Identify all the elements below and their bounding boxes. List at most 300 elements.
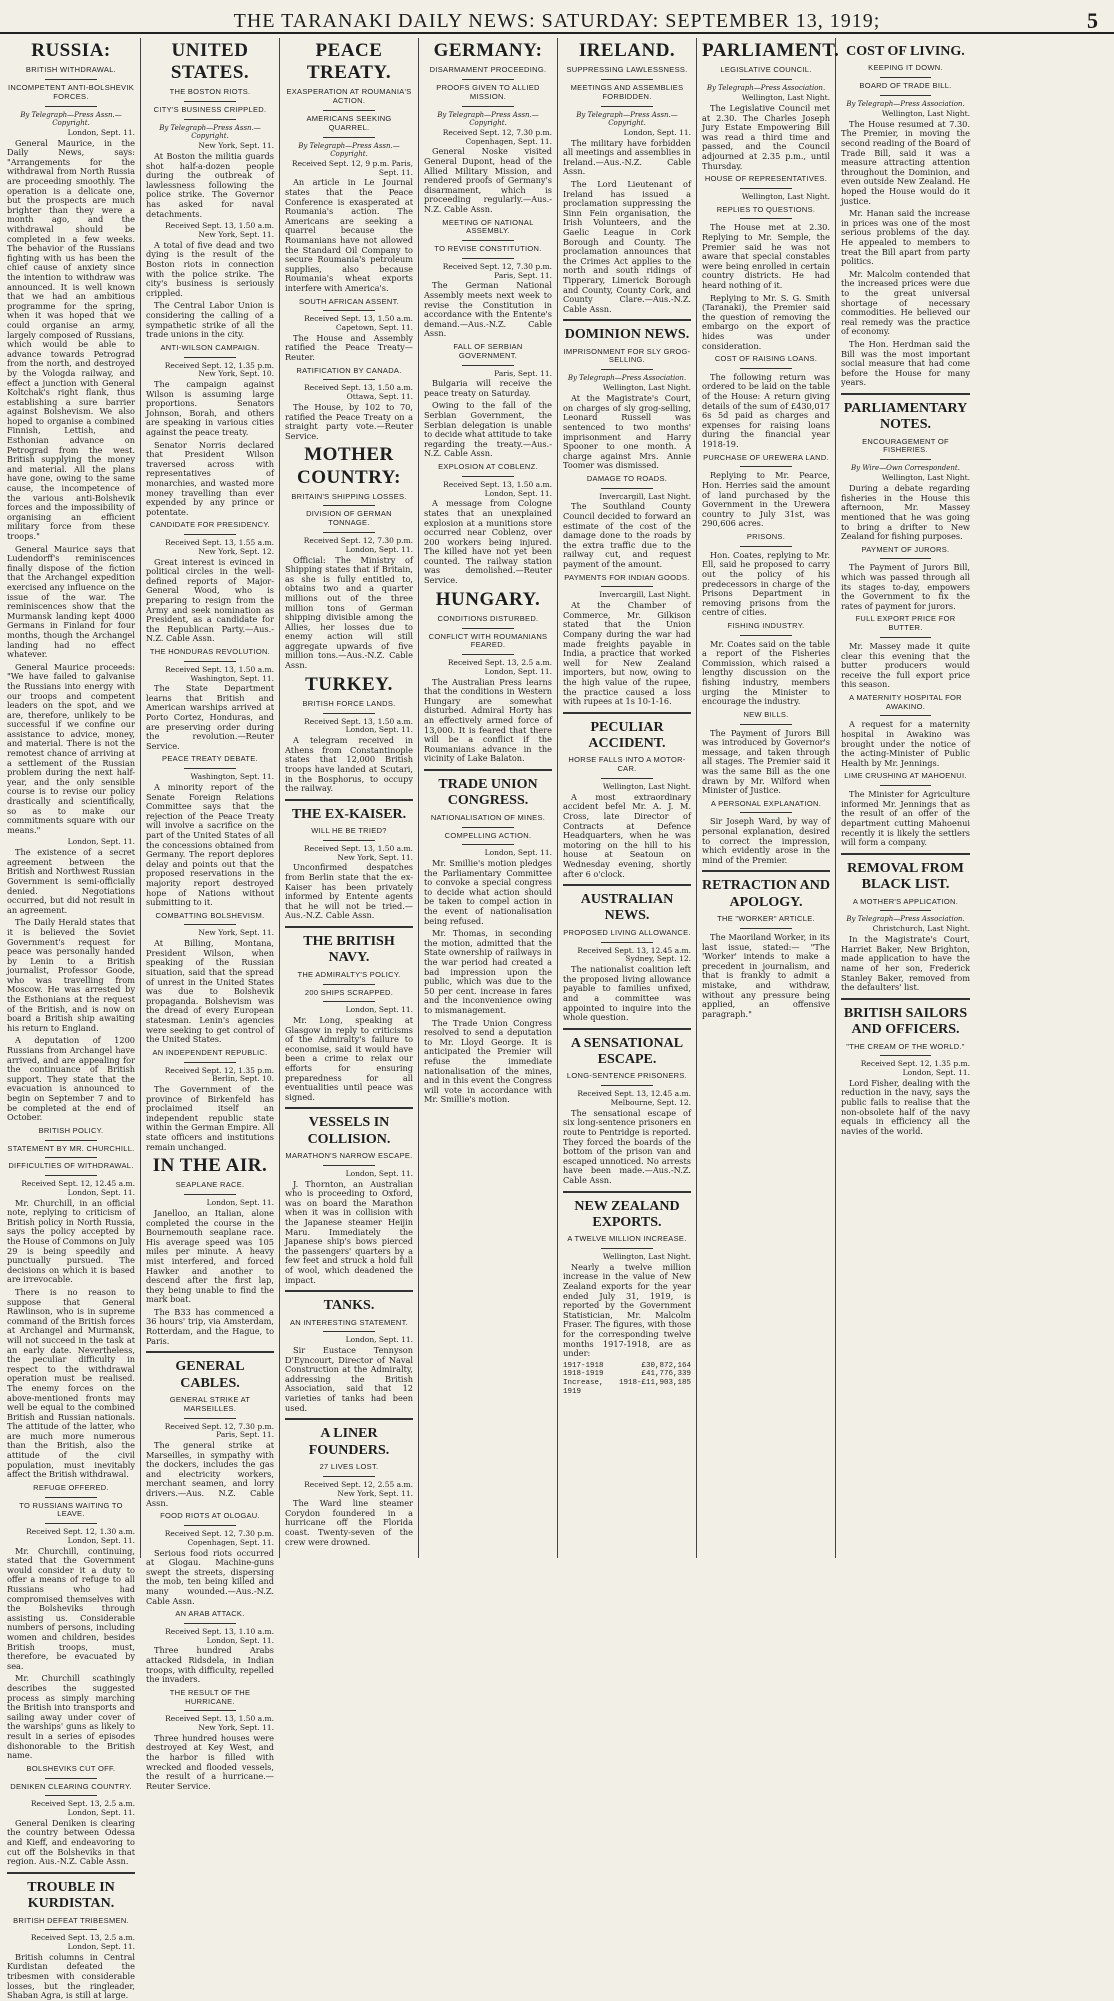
heading-rule: [740, 188, 791, 189]
article-paragraph: Lord Fisher, dealing with the reduction in the navy, says the public fails to realise that the non-obsolete half of the navy equals in efficiency all the navies of the world.: [841, 1077, 970, 1136]
heading-rule: [740, 724, 791, 725]
subheading: PRISONS.: [746, 531, 786, 541]
article-paragraph: Sir Joseph Ward, by way of personal explanation, desired to correct the impression, which evidently arose in the mind of the Premier.: [702, 816, 830, 865]
heading-rule: [601, 79, 652, 80]
table-row: [563, 1362, 691, 1371]
subheading: COMPELLING ACTION.: [444, 830, 532, 840]
article-paragraph: The German National Assembly meets next week to revise the Constitution in accordance with the Entente's demand.—Aus.-N.Z. Cable Assn.: [424, 280, 552, 339]
subheading: HOUSE OF REPRESENTATIVES.: [704, 174, 828, 184]
byline: By Wire—Own Correspondent.: [851, 464, 960, 473]
section-heading: A SENSATIONAL ESCAPE.: [570, 1035, 684, 1068]
article-paragraph: The B33 has commenced a 36 hours' trip, via Amsterdam, Rotterdam, and the Hague, to Paris.: [146, 1306, 274, 1346]
article-paragraph: General Maurice, in the Daily News, says: "Arrangements for the withdrawal from North Russia are proceeding smoothly. The operation is a delicate one, but the prospects are much brighter than they were a month ago, and the withdrawal should be completed in a few weeks. The behavior of the Russians fighting with us has been the chief cause of anxiety since the intention to withdraw was announced. It is well known that we had an ambitious programme for the spring, when it was hoped that we could organise an army, largely composed of Russians, which would be able to advance towards Petrograd from the north, and destroyed by the Vologda railway, and effect a junction with General Koltchak's right flank, thus establishing a sure barrier against Bolshevism. We also hoped to organise a combined Finnish, Lettish, and Esthonian advance on Petrograd from the west. British supplying the money and material. All the plans have gone, owing to the same cause, the incompetence of the various anti-Bolshevik forces and the impossibility of organising an efficient military force from these troops.": [7, 137, 135, 541]
column-1: [2, 38, 141, 2001]
subheading: EXPLOSION AT COBLENZ.: [438, 462, 538, 472]
byline: By Telegraph—Press Assn.—Copyright.: [437, 110, 539, 127]
section-heading: HUNGARY.: [435, 588, 541, 610]
article-paragraph: General Maurice says that Ludendorff's reminiscences finally dispose of the fiction that the Archangel expedition exercised any influence on the issue of the war. The reminiscences show that the Murmansk landing kept 4000 Germans in Finland for four months, though the Archangel landing had no effect whatever.: [7, 543, 135, 660]
heading-rule: [740, 635, 791, 636]
subheading: AN ARAB ATTACK.: [175, 1609, 245, 1619]
subheading: THE "WORKER" ARTICLE.: [717, 914, 815, 924]
heading-rule: [601, 586, 652, 587]
table-cell: 1918-1919: [563, 1370, 604, 1379]
subheading: MEETINGS AND ASSEMBLIES FORBIDDEN.: [570, 82, 684, 101]
subheading: AMERICANS SEEKING QUARREL.: [306, 113, 392, 132]
dateline: Received Sept. 13, 2.5 a.m. London, Sept. 11.: [447, 658, 552, 676]
section-heading: TURKEY.: [305, 673, 393, 695]
dateline: Received Sept. 12, 1.35 p.m. Berlin, Sept. 10.: [164, 1065, 274, 1084]
dateline: Received Sept. 13, 1.55 a.m. New York, Sept. 12.: [165, 538, 274, 556]
newspaper-title: THE TARANAKI DAILY NEWS: SATURDAY: SEPTEMBER 13, 1919;: [233, 10, 881, 32]
table-cell: 1917-1918: [563, 1361, 604, 1370]
article-paragraph: In the Magistrate's Court, Harriet Baker, New Brighton, made application to have the name of her son, Frederick Stanley Baker, removed from the defaulters' list.: [841, 934, 970, 993]
heading-rule: [880, 637, 932, 638]
article-paragraph: A total of five dead and two dying is the result of the Boston riots in connection with the police strike. The city's business is seriously crippled.: [146, 239, 274, 298]
section-heading: PARLIAMENT.: [702, 40, 840, 61]
dateline: Wellington, Last Night.: [741, 93, 830, 103]
article-paragraph: Hon. Coates, replying to Mr. Ell, said he proposed to carry out the policy of his predecessors in charge of the Prisons Department in removing prisons from the centre of cities.: [702, 549, 830, 618]
heading-rule: [880, 558, 932, 559]
heading-rule: [880, 785, 932, 786]
subheading: IMPRISONMENT FOR SLY GROG-SELLING.: [563, 346, 691, 365]
dateline: London, Sept. 11.: [623, 127, 691, 137]
subheading: RATIFICATION BY CANADA.: [296, 365, 402, 375]
subheading: BRITISH POLICY.: [38, 1125, 104, 1135]
section-heading: TRADE UNION CONGRESS.: [438, 777, 538, 809]
section-heading: IN THE AIR.: [152, 1155, 268, 1177]
article-paragraph: The Payment of Jurors Bill was introduced by Governor's message, and taken through all stages. The Premier said it was the same Bill as the one drawn by Mr. Wilford when Minister of Justice.: [702, 727, 830, 796]
heading-rule: [323, 310, 374, 311]
subheading: THE HONDURAS REVOLUTION.: [149, 646, 271, 656]
dateline: Received Sept. 13, 1.50 a.m. Ottawa, Sept. 11.: [304, 383, 413, 402]
article-paragraph: Senator Norris declared that President Wilson traversed across with representatives of monarchies, and wasted more money travelling than ever expended by any prince or potentate.: [146, 439, 274, 517]
byline: By Telegraph—Press Association.: [567, 374, 687, 383]
column-6: [697, 38, 840, 1558]
subheading: LEGISLATIVE COUNCIL.: [720, 65, 812, 75]
heading-rule: [880, 77, 932, 78]
newspaper-columns: [2, 38, 1112, 2001]
subheading: DIFFICULTIES OF WITHDRAWAL.: [8, 1161, 134, 1171]
heading-rule: [45, 1523, 96, 1524]
subheading: FALL OF SERBIAN GOVERNMENT.: [453, 341, 523, 360]
heading-rule: [184, 768, 235, 769]
subheading: FISHING INDUSTRY.: [727, 620, 805, 630]
heading-rule: [184, 1418, 235, 1419]
dateline: Wellington, Last Night.: [602, 1252, 691, 1262]
dateline: Received Sept. 13, 12.45 a.m. Melbourne, Sept. 12.: [577, 1089, 691, 1107]
heading-rule: [880, 459, 932, 460]
subheading: HORSE FALLS INTO A MOTOR-CAR.: [568, 755, 686, 774]
heading-rule: [45, 1157, 96, 1158]
section-heading: NEW ZEALAND EXPORTS.: [574, 1198, 680, 1230]
heading-rule: [323, 1476, 374, 1477]
column-2: [141, 38, 280, 1791]
article-paragraph: A minority report of the Senate Foreign Relations Committee says that the rejection of the Peace Treaty will involve a sacrifice on the part of the United States of all the concessions obtained from Germany. The report deplores delay and points out that the proposed reservations in the majority report destroyed hope of Nations without submitting to it.: [146, 781, 274, 908]
dateline: Paris, Sept. 11.: [494, 368, 552, 378]
heading-rule: [323, 840, 374, 841]
article-paragraph: Three hundred houses were destroyed at Key West, and the harbor is filled with wrecked and flooded vessels, the result of a hurricane.—Reuter Service.: [146, 1732, 274, 1791]
dateline: Received Sept. 13, 1.50 a.m. Washington, Sept. 11.: [165, 664, 274, 683]
heading-rule: [323, 137, 374, 138]
heading-rule: [880, 715, 932, 716]
subheading: SOUTH AFRICAN ASSENT.: [298, 296, 400, 306]
dateline: Received Sept. 13, 12.45 a.m. Sydney, Sept. 12.: [577, 945, 691, 964]
section-divider: [285, 1290, 413, 1292]
subheading: LONG-SENTENCE PRISONERS.: [566, 1071, 688, 1081]
article-paragraph: Mr. Thomas, in seconding the motion, admitted that the State ownership of railways in the war period had created a bad impression upon the public, which was due to the 50 per cent. increase in fares and the inconvenience owing to mismanagement.: [424, 928, 552, 1015]
dateline: Received Sept. 13, 2.5 a.m. London, Sept. 11.: [30, 1799, 135, 1818]
dateline: Received Sept. 12, 9 p.m. Paris, Sept. 11.: [291, 158, 413, 177]
heading-rule: [184, 101, 235, 102]
article-paragraph: The State Department learns that British and American warships arrived at Porto Cortez, Honduras, and are preserving order during the revolution.—Reuter Service.: [146, 683, 274, 751]
section-heading: PEACE TREATY.: [306, 40, 392, 84]
dateline: Received Sept. 12, 7.30 p.m. Copenhagen, Sept. 11.: [164, 1529, 274, 1547]
article-paragraph: The Payment of Jurors Bill, which was passed through all its stages to-day, empowers the Government to fix the rates of payment for jurors.: [841, 562, 970, 611]
article-paragraph: Great interest is evinced in political circles in the well-defined reports of Major-General Wood, who is preparing to resign from the Army and seek nomination as President, as a candidate for the Republican Party.—Aus.-N.Z. Cable Assn.: [146, 556, 274, 644]
subheading: PROPOSED LIVING ALLOWANCE.: [563, 927, 691, 937]
heading-rule: [740, 812, 791, 813]
article-paragraph: Sir Eustace Tennyson D'Eyncourt, Director of Naval Construction at the Admiralty, addressing the British Association, said that 12 varieties of tanks had been used.: [285, 1345, 413, 1413]
article-paragraph: The general strike at Marseilles, in sympathy with the dockers, includes the gas and electricity workers, merchant seamen, and lorry drivers.—Aus. N.Z. Cable Assn.: [146, 1440, 274, 1508]
heading-rule: [462, 240, 513, 241]
article-paragraph: The Trade Union Congress resolved to send a deputation to Mr. Lloyd George. It is anticipated the Premier will refuse the immediate nationalisation of the mines, and in this event the Congress will vote in accordance with Mr. Smillie's motion.: [424, 1017, 552, 1105]
section-heading: THE BRITISH NAVY.: [303, 933, 395, 966]
section-divider: [285, 926, 413, 928]
subheading: PAYMENTS FOR INDIAN GOODS.: [564, 572, 690, 582]
article-paragraph: There is no reason to suppose that General Rawlinson, who is in supreme command of the British forces at Archangel and Murmansk, will not succeed in the task at an early date. Nevertheless, the peculiar difficulty in respect to the withdrawal operation must be realised. The enemy forces on the above-mentioned fronts may well be equal to the combined British and Russian nationals. The attitude of the latter, who are much more numerous than the British, also the attitude of the civil population, must inevitably affect the British withdrawal.: [7, 1286, 135, 1480]
article-paragraph: Mr. Malcolm contended that the increased prices were due to the great universal shortage of necessary commodities. He believed our real remedy was the practice of economy.: [841, 268, 970, 337]
subheading: BRITISH WITHDRAWAL.: [25, 65, 117, 75]
heading-rule: [601, 1085, 652, 1086]
subheading: INCOMPETENT ANTI-BOLSHEVIK FORCES.: [7, 82, 135, 101]
article-paragraph: At Billing, Montana, President Wilson, when speaking of the Russian situation, said that the spread of unrest in the United States was due to Bolshevik propaganda. Bolshevism was the dread of every European statesman. Lenin's agencies were seeking to get control of the United States.: [146, 938, 274, 1045]
section-heading: COST OF LIVING.: [846, 44, 965, 59]
heading-rule: [323, 1165, 374, 1166]
subheading: FOOD RIOTS AT OLOGAU.: [160, 1511, 260, 1521]
heading-rule: [462, 106, 513, 107]
table-row: [563, 1370, 691, 1379]
dateline: Received Sept. 12, 2.55 a.m. New York, Sept. 11.: [304, 1479, 413, 1498]
article-paragraph: The Lord Lieutenant of Ireland has issued a proclamation suppressing the Sinn Fein organisation, the Irish Volunteers, and the Gaelic League in Cork Borough and County. The proclamation announces that the Crimes Act applies to the north and south ridings of Tipperary, Limerick Borough and County, County Cork, and County Clare.—Aus.-N.Z. Cable Assn.: [563, 179, 691, 314]
subheading: STATEMENT BY MR. CHURCHILL.: [7, 1143, 135, 1153]
subheading: SUPPRESSING LAWLESSNESS.: [566, 65, 688, 75]
subheading: CONDITIONS DISTURBED.: [437, 613, 539, 623]
dateline: New York, Sept. 11.: [198, 928, 274, 938]
article-paragraph: The Australian Press learns that the conditions in Western Hungary are somewhat disturbed. Admiral Horty has an effectively armed force of 13,000. It is feared that there will be a conflict if the Roumanians advance in the vicinity of Lake Balaton.: [424, 676, 552, 764]
article-paragraph: At Boston the militia guards shot half-a-dozen people during the outbreak of lawlessness following the police strike. The Governor has asked for naval detachments.: [146, 151, 274, 219]
table-cell: £11,903,185: [641, 1379, 691, 1388]
section-divider: [841, 393, 970, 395]
subheading: DIVISION OF GERMAN TONNAGE.: [306, 509, 392, 528]
heading-rule: [45, 79, 96, 80]
heading-rule: [184, 119, 235, 120]
subheading: PURCHASE OF UREWERA LAND.: [703, 452, 829, 462]
byline: By Telegraph—Press Assn.—Copyright.: [576, 110, 678, 127]
dateline: Invercargill, Last Night.: [599, 590, 691, 600]
heading-rule: [601, 369, 652, 370]
heading-rule: [462, 258, 513, 259]
heading-rule: [462, 844, 513, 845]
article-paragraph: General Maurice proceeds: "We have failed to galvanise the Russians into energy with our troops and competent leaders on the spot, and we are, therefore, unlikely to be successful if we confine our assistance to advice, money, and material. There is not the remotest chance of arriving at a settlement of the Russian problem during the next half-year, and the only sensible course is to revise our policy drastically and scientifically, so as to make our commitments square with our means.": [7, 661, 135, 835]
dateline: London, Sept. 11.: [67, 127, 135, 137]
heading-rule: [601, 1248, 652, 1249]
article-paragraph: The Ward line steamer Corydon foundered in a hurricane off the Florida coast. Twenty-seven of the crew were drowned.: [285, 1498, 413, 1547]
subheading: LIME CRUSHING AT MAHOENUI.: [844, 771, 967, 781]
section-heading: DOMINION NEWS.: [564, 327, 690, 343]
byline: By Telegraph—Press Association.: [846, 915, 965, 924]
dateline: Received Sept. 13, 1.50 a.m. Capetown, Sept. 11.: [304, 314, 413, 333]
article-paragraph: Nearly a twelve million increase in the value of New Zealand exports for the year ended July 31, 1919, is reported by the Government Statistician, Mr. Malcolm Fraser. The figures, with those for the corresponding twelve months 1917-1918, are as under:: [563, 1261, 691, 1359]
subheading: THE BOSTON RIOTS.: [169, 87, 251, 97]
heading-rule: [184, 1062, 235, 1063]
article-paragraph: Mr. Hanan said the increase in prices was one of the most serious problems of the day. He appealed to members to treat the Bill apart from party politics.: [841, 208, 970, 267]
subheading: DISARMAMENT PROCEEDING.: [429, 65, 547, 75]
article-paragraph: The Daily Herald states that it is believed the Soviet Government's request for peace was personally handed by Lenin to a British journalist, Professor Goode, who was travelling from Moscow. He was arrested by the Esthonians at the request of the British, and is now on board a British ship awaiting his return to England.: [7, 917, 135, 1033]
heading-rule: [462, 628, 513, 629]
dateline: Received Sept. 13, 1.50 a.m. London, Sept. 11.: [304, 716, 413, 735]
article-paragraph: The Legislative Council met at 2.30. The Charles Joseph Jury Estate Empowering Bill was read a third time and passed, and the Council adjourned at 2.35 p.m., until Thursday.: [702, 102, 830, 171]
subheading: NATIONALISATION OF MINES.: [430, 812, 546, 822]
article-paragraph: Mr. Churchill scathingly describes the suggested process as simply marching the British into transports and sailing away under cover of the warships' guns as likely to result in a series of episodes dishonorable to the British name.: [7, 1673, 135, 1761]
article-paragraph: An article in Le Journal states that the Peace Conference is exasperated at Roumania's action. The Americans are seeking a quarrel because the Roumanians have not allowed the Standard Oil Company to secure Roumania's petroleum supplies, also because Roumania's wheat exports interfere with America's.: [285, 177, 413, 293]
article-paragraph: Unconfirmed despatches from Berlin state that the ex-Kaiser has been privately informed by Entente agents that he will not be tried.—Aus.-N.Z. Cable Assn.: [285, 862, 413, 921]
subheading: A PERSONAL EXPLANATION.: [710, 798, 822, 808]
article-paragraph: The Southland County Council decided to forward an estimate of the cost of the damage done to the roads by the extra traffic due to the railway cut, and request payment of the amount.: [563, 501, 691, 570]
article-paragraph: Official: The Ministry of Shipping states that if Britain, as she is fully entitled to, obtains two and a quarter millions out of the three million tons of German shipping divisible among the Allies, her losses due to enemy action will still aggregate upwards of five million tons.—Aus.-N.Z. Cable Assn.: [285, 554, 413, 671]
subheading: BRITAIN'S SHIPPING LOSSES.: [291, 491, 407, 501]
heading-rule: [323, 532, 374, 533]
article-paragraph: Mr. Long, speaking at Glasgow in reply to criticisms of the Admiralty's failure to economise, said it would have been a crime to relax our efforts for ensuring preparedness for all eventualities until peace was signed.: [285, 1015, 413, 1102]
dateline: Received Sept. 13, 1.50 a.m. New York, Sept. 11.: [165, 1714, 274, 1733]
subheading: THE RESULT OF THE HURRICANE.: [169, 1687, 251, 1706]
heading-rule: [601, 778, 652, 779]
subheading: 27 LIVES LOST.: [319, 1462, 379, 1471]
article-paragraph: A deputation of 1200 Russians from Archangel have arrived, and are appealing for the continuance of British support. They state that the evacuation is announced to begin on September 7 and to be completed at the end of October.: [7, 1035, 135, 1123]
article-paragraph: The Government of the province of Birkenfeld has proclaimed itself an independent republic state within the German Empire. All state officers and institutions remain unchanged.: [146, 1084, 274, 1152]
article-paragraph: The House resumed at 7.30. The Premier, in moving the second reading of the Board of Trade Bill, said it was a measure attracting attention throughout the Dominion, and even outside New Zealand. He hoped the House would do it justice.: [841, 118, 970, 206]
subheading: CONFLICT WITH ROUMANIANS FEARED.: [428, 631, 548, 650]
subheading: DENIKEN CLEARING COUNTRY.: [10, 1781, 132, 1791]
article-paragraph: Replying to Mr. S. G. Smith (Taranaki), the Premier said the question of removing the embargo on the export of hides was under consideration.: [702, 292, 830, 351]
subheading: PAYMENT OF JURORS.: [861, 544, 950, 554]
article-paragraph: Bulgaria will receive the peace treaty on Saturday.: [424, 378, 552, 398]
heading-rule: [323, 110, 374, 111]
section-heading: VESSELS IN COLLISION.: [307, 1115, 391, 1147]
dateline: Received Sept. 12, 1.35 p.m. New York, Sept. 10.: [164, 360, 274, 379]
section-divider: [285, 1107, 413, 1109]
subheading: 200 SHIPS SCRAPPED.: [304, 987, 394, 997]
heading-rule: [323, 379, 374, 380]
dateline: Wellington, Last Night.: [602, 781, 691, 791]
dateline: Christchurch, Last Night.: [872, 924, 970, 934]
subheading: DAMAGE TO ROADS.: [586, 473, 668, 483]
section-heading: PARLIAMENTARY NOTES.: [843, 400, 968, 433]
section-divider: [702, 870, 830, 872]
heading-rule: [45, 1778, 96, 1779]
heading-rule: [740, 218, 791, 219]
article-paragraph: The House, by 102 to 70, ratified the Peace Treaty on a straight party vote.—Reuter Service.: [285, 401, 413, 441]
heading-rule: [184, 661, 235, 662]
subheading: EXASPERATION AT ROUMANIA'S ACTION.: [286, 87, 412, 106]
section-divider: [563, 1028, 691, 1030]
article-paragraph: A request for a maternity hospital in Awakino was brought under the notice of the acting-Minister of Public Health by Mr. Jennings.: [841, 719, 970, 768]
subheading: A TWELVE MILLION INCREASE.: [567, 1234, 687, 1244]
subheading: BOLSHEVIKS CUT OFF.: [26, 1763, 116, 1773]
masthead: [0, 0, 1114, 34]
subheading: NEW BILLS.: [743, 709, 789, 719]
table-cell: Increase, 1918-1919: [563, 1379, 642, 1397]
article-paragraph: Janelloo, an Italian, alone completed the course in the Bournemouth seaplane race. His average speed was 105 miles per minute. A heavy mist interfered, and forced Hawker and another to descend after the first lap, they being unable to find the mark boat.: [146, 1207, 274, 1305]
article-paragraph: The existence of a secret agreement between the British and Northwest Russian Government is semi-officially denied. Negotiations occurred, but did not result in an agreement.: [7, 847, 135, 915]
article-paragraph: The House and Assembly ratified the Peace Treaty—Reuter.: [285, 332, 413, 363]
subheading: A MOTHER'S APPLICATION.: [852, 896, 959, 906]
article-paragraph: At the Magistrate's Court, on charges of sly grog-selling, Leonard Russell was sentenced to two months' imprisonment and Harry Spooner to one month. A charge against Mrs. Annie Toomer was dismissed.: [563, 393, 691, 471]
section-heading: RETRACTION AND APOLOGY.: [702, 878, 830, 910]
heading-rule: [45, 1929, 96, 1930]
heading-rule: [740, 79, 791, 80]
heading-rule: [184, 1525, 235, 1526]
dateline: New York, Sept. 11.: [198, 141, 274, 151]
article-paragraph: The sensational escape of six long-sentence prisoners en route to Pentridge is reported. They forced the boards of the bottom of the prison van and escaped unnoticed. No arrests have been made.—Aus.-N.Z. Cable Assn.: [563, 1107, 691, 1185]
heading-rule: [45, 1140, 96, 1141]
dateline: Received Sept. 13, 1.10 a.m. London, Sept. 11.: [165, 1626, 274, 1645]
byline: By Telegraph—Press Association.: [846, 99, 965, 108]
table-cell: £41,776,339: [641, 1370, 691, 1379]
dateline: Received Sept. 12, 1.35 p.m. London, Sept. 11.: [860, 1059, 970, 1078]
dateline: Received Sept. 12, 7.30 p.m. Copenhagen, Sept. 11.: [442, 127, 552, 146]
heading-rule: [740, 368, 791, 369]
subheading: FULL EXPORT PRICE FOR BUTTER.: [855, 614, 956, 633]
heading-rule: [184, 1623, 235, 1624]
heading-rule: [323, 713, 374, 714]
section-divider: [285, 1418, 413, 1420]
subheading: "THE CREAM OF THE WORLD.": [846, 1041, 965, 1051]
section-heading: TROUBLE IN KURDISTAN.: [27, 1879, 115, 1912]
article-paragraph: At the Chamber of Commerce, Mr. Gilkison stated that the Union Company during the war had made freights payable in India, a practice that worked well for New Zealand importers, but now, owing to the high value of the rupee, the practice caused a loss with rupees at 1s 10-1-16.: [563, 600, 691, 707]
subheading: MEETING OF NATIONAL ASSEMBLY.: [442, 217, 534, 236]
dateline: London, Sept. 11.: [67, 837, 135, 847]
dateline: London, Sept. 11.: [206, 1198, 274, 1208]
article-paragraph: The Maoriland Worker, in its last issue, stated:— "The 'Worker' intends to make a precedent in journalism, and that is frankly to admit a mistake, and withdraw, without any pressure being applied, an offensive paragraph.": [702, 931, 830, 1019]
section-heading: A LINER FOUNDERS.: [308, 1426, 390, 1458]
article-paragraph: During a debate regarding fisheries in the House this afternoon, Mr. Massey mentioned that he was going to bring a drifter to New Zealand for fishing purposes.: [841, 483, 970, 542]
section-heading: PECULIAR ACCIDENT.: [588, 719, 666, 752]
dateline: Received Sept. 12, 7.30 p.m. Paris, Sept. 11.: [164, 1421, 274, 1440]
heading-rule: [880, 95, 932, 96]
subheading: MARATHON'S NARROW ESCAPE.: [285, 1151, 413, 1161]
section-heading: REMOVAL FROM BLACK LIST.: [847, 860, 964, 893]
subheading: GENERAL STRIKE AT MARSEILLES.: [169, 1395, 251, 1413]
article-paragraph: Mr. Churchill, in an official note, replying to criticism of British policy in North Russia, says the policy accepted by the House of Commons on July 29 is being speedily and punctually pursued. The decisions on which it is based are irrevocable.: [7, 1197, 135, 1285]
section-heading: UNITED STATES.: [170, 40, 250, 84]
article-paragraph: Mr. Churchill, continuing, stated that the Government would consider it a duty to offer a means of refuge to all Russians who had compromised themselves with the Bolsheviks through assisting us. Considerable numbers of persons, including women and children, besides British troops, must, therefore, be evacuated by sea.: [7, 1545, 135, 1671]
byline: By Telegraph—Press Association.: [706, 83, 826, 92]
dateline: Received Sept. 12, 12.45 a.m. London, Sept. 11.: [21, 1179, 135, 1197]
heading-rule: [462, 79, 513, 80]
subheading: CANDIDATE FOR PRESIDENCY.: [149, 520, 271, 530]
column-5: [558, 38, 697, 1558]
dateline: Washington, Sept. 11.: [190, 772, 274, 782]
subheading: WILL HE BE TRIED?: [311, 826, 387, 836]
article-paragraph: British columns in Central Kurdistan defeated the tribesmen with considerable losses, but the ringleader, Shaban Agra, is still at large.: [7, 1951, 135, 2001]
article-paragraph: General Deniken is clearing the country between Odessa and Kieff, and endeavoring to cut off the Bolsheviks in that region. Aus.-N.Z. Cable Assn.: [7, 1817, 135, 1867]
section-heading: AUSTRALIAN NEWS.: [580, 892, 674, 924]
subheading: AN INDEPENDENT REPUBLIC.: [152, 1047, 268, 1057]
dateline: Wellington, Last Night.: [881, 473, 970, 483]
article-paragraph: A message from Cologne states that an unexplained explosion at a munitions store occurred near Coblenz, over 200 workers being injured. The killed have not yet been counted. The railway station was demolished.—Reuter Service.: [424, 498, 552, 586]
article-paragraph: The Central Labor Union is considering the calling of a sympathetic strike of all the trade unions in the city.: [146, 300, 274, 340]
heading-rule: [880, 910, 932, 911]
table-row: [563, 1379, 691, 1397]
heading-rule: [184, 1194, 235, 1195]
heading-rule: [601, 942, 652, 943]
heading-rule: [462, 365, 513, 366]
heading-rule: [601, 106, 652, 107]
section-divider: [285, 799, 413, 801]
subheading: ANTI-WILSON CAMPAIGN.: [160, 342, 260, 352]
dateline: Wellington, Last Night.: [741, 191, 830, 201]
subheading: BRITISH FORCE LANDS.: [302, 698, 396, 708]
section-heading: THE EX-KAISER.: [291, 806, 407, 822]
byline: By Telegraph—Press Assn.—Copyright.: [20, 110, 122, 127]
section-divider: [424, 769, 552, 771]
subheading: PROOFS GIVEN TO ALLIED MISSION.: [436, 82, 540, 101]
byline: By Telegraph—Press Assn.—Copyright.: [159, 123, 261, 141]
subheading: TO RUSSIANS WAITING TO LEAVE.: [19, 1500, 123, 1519]
section-divider: [563, 1191, 691, 1193]
article-paragraph: The campaign against Wilson is assuming large proportions. Senators Johnson, Borah, and others are speaking in various cities against the peace treaty.: [146, 379, 274, 437]
heading-rule: [462, 654, 513, 655]
dateline: Received Sept. 13, 1.50 a.m. London, Sept. 11.: [443, 479, 552, 498]
dateline: Received Sept. 13, 2.5 a.m. London, Sept. 11.: [30, 1933, 135, 1952]
dateline: London, Sept. 11.: [484, 848, 552, 858]
dateline: Wellington, Last Night.: [602, 383, 691, 393]
dateline: London, Sept. 11.: [345, 1005, 413, 1015]
column-4: [419, 38, 558, 1558]
article-paragraph: The following return was ordered to be laid on the table of the House: A return giving details of the sum of £430,017 6s 5d paid as charges and expenses for raising loans during the financial year 1918-19.: [702, 371, 830, 450]
heading-rule: [880, 1055, 932, 1056]
article-paragraph: The House met at 2.30. Replying to Mr. Semple, the Premier said he was not aware that special constables were being enrolled in certain country districts. He had heard nothing of it.: [702, 222, 830, 290]
column-3: [280, 38, 419, 1558]
heading-rule: [740, 546, 791, 547]
article-paragraph: Three hundred Arabs attacked Ridsdela, in Indian troops, with difficulty, repelled the invaders.: [146, 1645, 274, 1685]
heading-rule: [323, 1331, 374, 1332]
section-heading: IRELAND.: [578, 40, 676, 61]
subheading: THE ADMIRALTY'S POLICY.: [297, 969, 401, 979]
article-paragraph: J. Thornton, an Australian who is proceeding to Oxford, was on board the Marathon when it was in collision with the Japanese steamer Heijin Maru. Immediately the Japanese ship's bows pierced the passengers' quarters by a few feet and struck a hold full of wool, which deadened the impact.: [285, 1178, 413, 1285]
heading-rule: [45, 106, 96, 107]
section-divider: [146, 1351, 274, 1353]
section-divider: [841, 853, 970, 855]
article-paragraph: Owing to the fall of the Serbian Government, the Serbian delegation is unable to decide what attitude to take regarding the treaty.—Aus.-N.Z. Cable Assn.: [424, 400, 552, 459]
heading-rule: [184, 534, 235, 535]
subheading: PEACE TREATY DEBATE.: [162, 754, 258, 764]
article-paragraph: Mr. Smillie's motion pledges the Parliamentary Committee to convoke a special congress to decide what action should be taken to compel action in the event of nationalisation being refused.: [424, 858, 552, 926]
article-paragraph: The military have forbidden all meetings and assemblies in Ireland.—Aus.-N.Z. Cable Assn.: [563, 137, 691, 177]
article-paragraph: General Noske visited General Dupont, head of the Allied Military Mission, and rendered proofs of Germany's disarmament, which is proceeding regularly.—Aus.-N.Z. Cable Assn.: [424, 146, 552, 214]
dateline: Wellington, Last Night.: [881, 109, 970, 119]
heading-rule: [740, 928, 791, 929]
dateline: Received Sept. 13, 1.50 a.m. New York, Sept. 11.: [165, 221, 274, 240]
byline: By Telegraph—Press Assn.—Copyright.: [298, 141, 400, 158]
heading-rule: [601, 488, 652, 489]
article-paragraph: Serious food riots occurred at Glogau. Machine-guns swept the streets, dispersing the mob, ten being killed and many wounded.—Aus.-N.Z. Cable Assn.: [146, 1547, 274, 1606]
subheading: TO REVISE CONSTITUTION.: [434, 244, 542, 254]
subheading: REFUGE OFFERED.: [33, 1482, 109, 1492]
exports-table: [563, 1362, 691, 1397]
section-heading: TANKS.: [323, 1298, 375, 1314]
article-paragraph: The Hon. Herdman said the Bill was the most important social measure that had come before the House for many years.: [841, 338, 970, 388]
